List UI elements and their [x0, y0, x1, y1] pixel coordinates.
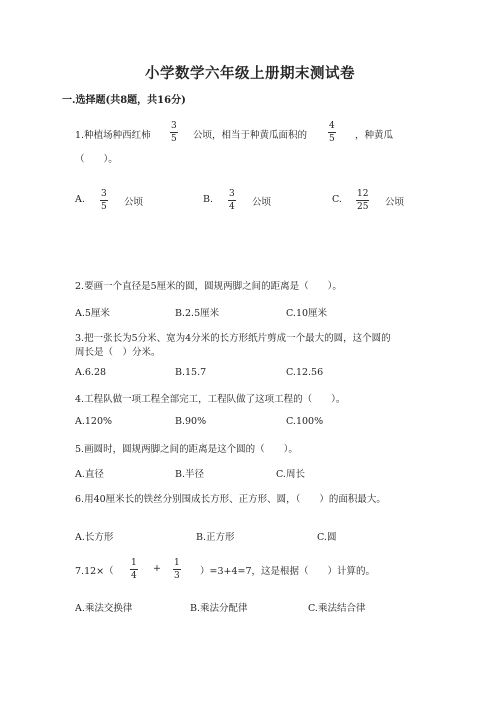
q5-option-a: A.直径 [75, 469, 104, 480]
q4-option-b: B.90% [175, 416, 207, 427]
q5-option-b: B.半径 [175, 469, 205, 480]
q7-fraction-2-denominator: 3 [174, 571, 180, 581]
q1-option-a-denominator: 5 [101, 202, 107, 212]
q7-fraction-2-numerator: 1 [174, 558, 180, 568]
q7-fraction-1-denominator: 4 [131, 571, 137, 581]
q7-option-b: B.乘法分配律 [190, 603, 248, 614]
q1-stem-part2: 公顷，相当于种黄瓜面积的 [193, 130, 308, 141]
q1-option-c-unit: 公顷 [385, 197, 405, 208]
q5-option-c: C.周长 [276, 469, 305, 480]
section-heading: 一.选择题(共8题，共16分) [62, 95, 186, 106]
q7-plus-sign: + [153, 563, 161, 574]
q2-stem: 2.要画一个直径是5厘米的圆，圆规两脚之间的距离是（ ）。 [75, 281, 342, 292]
q6-option-c: C.圆 [317, 532, 337, 543]
q1-fraction-2-denominator: 5 [329, 134, 335, 144]
q1-option-c-numerator: 12 [357, 189, 369, 199]
q7-option-c: C.乘法结合律 [308, 603, 366, 614]
page-title: 小学数学六年级上册期末测试卷 [145, 65, 355, 82]
q1-option-c-fraction [356, 189, 369, 212]
q7-fraction-1-numerator: 1 [131, 558, 137, 568]
q1-fraction-1-denominator: 5 [171, 134, 177, 144]
q5-stem: 5.画圆时，圆规两脚之间的距离是这个圆的（ ）。 [75, 444, 298, 455]
q1-stem-part3: ，种黄瓜 [355, 130, 394, 141]
q1-option-b-denominator: 4 [229, 202, 235, 212]
q3-option-b: B.15.7 [175, 367, 207, 378]
q6-stem: 6.用40厘米长的铁丝分别围成长方形、正方形、圆，（ ）的面积最大。 [75, 494, 386, 505]
q7-stem-part2: ）=3+4=7，这是根据（ ）计算的。 [200, 566, 376, 577]
q7-fraction-1 [130, 558, 138, 581]
q4-option-a: A.120% [75, 416, 113, 427]
q1-fraction-1-numerator: 3 [171, 121, 177, 131]
q2-option-c: C.10厘米 [286, 308, 328, 319]
q1-option-a-fraction [100, 189, 108, 212]
q2-option-b: B.2.5厘米 [175, 308, 220, 319]
q1-option-a-unit: 公顷 [124, 197, 144, 208]
q1-option-b-numerator: 3 [229, 189, 235, 199]
q2-option-a: A.5厘米 [75, 308, 110, 319]
q6-option-a: A.长方形 [75, 532, 114, 543]
q1-fraction-2-numerator: 4 [329, 121, 335, 131]
q1-option-b-unit: 公顷 [252, 197, 272, 208]
q3-stem-line2: 周长是（ ）分米。 [75, 347, 161, 358]
q7-stem-part1: 7.12×（ [75, 566, 114, 577]
q7-fraction-2 [173, 558, 181, 581]
q3-stem-line1: 3.把一张长为5分米、宽为4分米的长方形纸片剪成一个最大的圆，这个圆的 [75, 333, 391, 344]
q1-fraction-1 [170, 121, 178, 144]
q1-option-c-letter: C. [332, 194, 342, 205]
q1-stem-line2: （ ）。 [75, 154, 118, 165]
q1-option-a-letter: A. [75, 194, 85, 205]
q1-option-a-numerator: 3 [101, 189, 107, 199]
q1-stem-part1: 1.种植场种西红柿 [75, 130, 151, 141]
q1-option-b-fraction [228, 189, 236, 212]
q6-option-b: B.正方形 [196, 532, 235, 543]
q3-option-c: C.12.56 [286, 367, 324, 378]
q1-fraction-2 [328, 121, 336, 144]
q3-option-a: A.6.28 [75, 367, 107, 378]
q1-option-c-denominator: 25 [357, 202, 369, 212]
q4-stem: 4.工程队做一项工程全部完工，工程队做了这项工程的（ ）。 [75, 394, 346, 405]
q7-option-a: A.乘法交换律 [75, 603, 133, 614]
q1-option-b-letter: B. [203, 194, 214, 205]
q4-option-c: C.100% [286, 416, 324, 427]
